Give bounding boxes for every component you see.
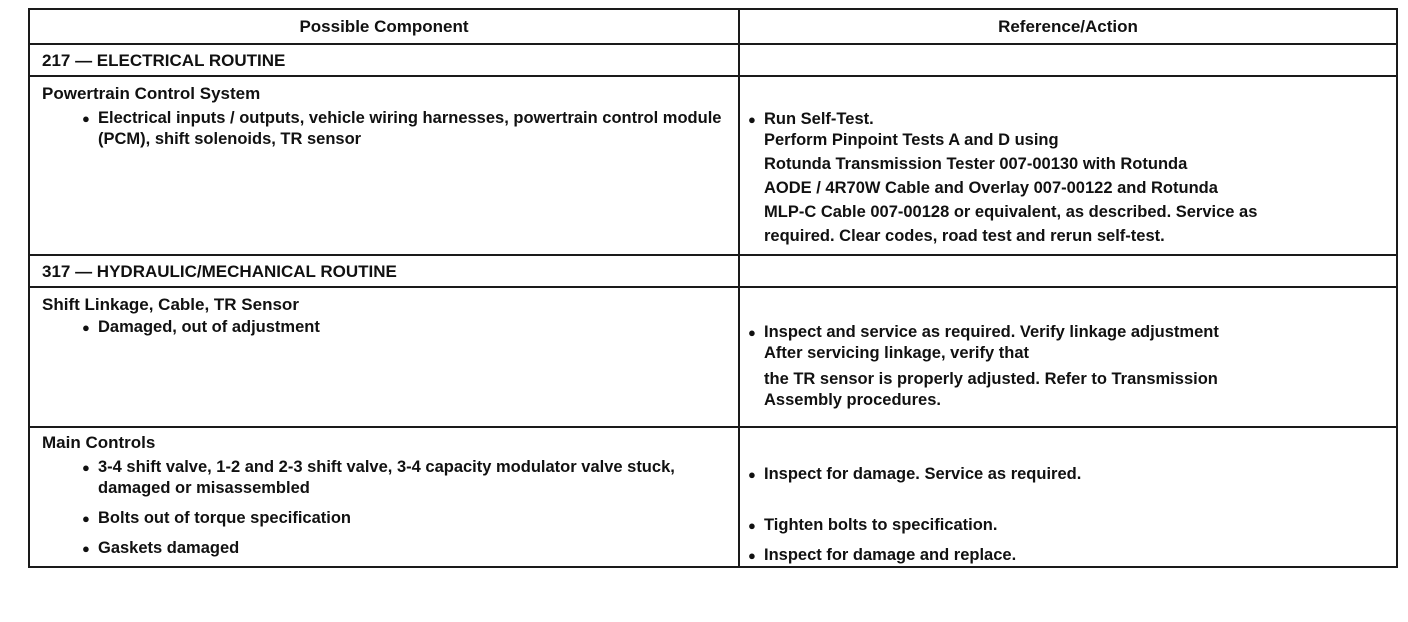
action-line: MLP-C Cable 007-00128 or equivalent, as described. Service as (764, 203, 1258, 221)
action-bullet-text: Tighten bolts to specification. (764, 516, 998, 534)
bullet-icon: ● (82, 111, 90, 126)
group-action-cell (739, 287, 1397, 427)
action-bullet-item (748, 464, 1390, 485)
component-bullet-text: Bolts out of torque specification (98, 509, 352, 527)
component-bullet-text: Electrical inputs / outputs, vehicle wiring harnesses, powertrain control module (PCM), shift solenoids, TR sensor (98, 109, 722, 148)
action-line: required. Clear codes, road test and rerun self-test. (764, 227, 1165, 245)
action-bullet-item (748, 545, 1390, 566)
action-line: Rotunda Transmission Tester 007-00130 with Rotunda (764, 155, 1188, 173)
group-row-powertrain (29, 76, 1397, 255)
header-reference-action: Reference/Action (739, 9, 1397, 44)
action-bullet-text: Run Self-Test. (764, 110, 874, 128)
group-action-cell (739, 427, 1397, 567)
routine-row-hydraulic (29, 255, 1397, 287)
action-line: Assembly procedures. (764, 391, 941, 409)
bullet-icon: ● (748, 548, 756, 563)
action-bullet-item (748, 109, 1390, 130)
group-title-main-controls: Main Controls (42, 433, 156, 452)
action-bullet-text: Inspect for damage and replace. (764, 546, 1017, 564)
diagnostic-table-page (28, 8, 1396, 606)
bullet-icon: ● (748, 112, 756, 127)
group-action-cell (739, 76, 1397, 255)
routine-empty-cell (739, 44, 1397, 76)
bullet-icon: ● (82, 460, 90, 475)
bullet-icon: ● (748, 325, 756, 340)
group-row-shift-linkage (29, 287, 1397, 427)
group-component-cell (29, 76, 739, 255)
routine-label-hydraulic: 317 — HYDRAULIC/MECHANICAL ROUTINE (29, 255, 739, 287)
group-component-cell (29, 287, 739, 427)
group-row-main-controls (29, 427, 1397, 567)
component-bullet-item (30, 317, 738, 338)
action-bullet-text: Inspect and service as required. Verify linkage adjustment (764, 323, 1219, 341)
action-line: Perform Pinpoint Tests A and D using (764, 131, 1059, 149)
component-bullet-text: 3-4 shift valve, 1-2 and 2-3 shift valve, 3-4 capacity modulator valve stuck, damaged or misassembled (98, 458, 675, 497)
bullet-icon: ● (748, 518, 756, 533)
component-bullet-item (30, 457, 738, 499)
table-header-row (29, 9, 1397, 44)
header-possible-component: Possible Component (29, 9, 739, 44)
component-bullet-text: Damaged, out of adjustment (98, 318, 320, 336)
diagnostic-table (28, 8, 1398, 568)
group-title-powertrain: Powertrain Control System (42, 84, 261, 103)
bullet-icon: ● (82, 541, 90, 556)
component-bullet-item (30, 508, 738, 529)
component-bullet-item (30, 108, 738, 150)
action-bullet-item (748, 515, 1390, 536)
action-line: the TR sensor is properly adjusted. Refer to Transmission (764, 370, 1218, 388)
component-bullet-item (30, 538, 738, 559)
action-line: After servicing linkage, verify that (764, 344, 1030, 362)
group-title-shift-linkage: Shift Linkage, Cable, TR Sensor (42, 295, 299, 314)
routine-empty-cell (739, 255, 1397, 287)
action-line: AODE / 4R70W Cable and Overlay 007-00122 and Rotunda (764, 179, 1218, 197)
action-bullet-text: Inspect for damage. Service as required. (764, 465, 1082, 483)
bullet-icon: ● (82, 320, 90, 335)
group-component-cell (29, 427, 739, 567)
component-bullet-text: Gaskets damaged (98, 539, 240, 557)
routine-row-electrical (29, 44, 1397, 76)
bullet-icon: ● (82, 511, 90, 526)
routine-label-electrical: 217 — ELECTRICAL ROUTINE (29, 44, 739, 76)
bullet-icon: ● (748, 467, 756, 482)
action-bullet-item (748, 322, 1390, 343)
